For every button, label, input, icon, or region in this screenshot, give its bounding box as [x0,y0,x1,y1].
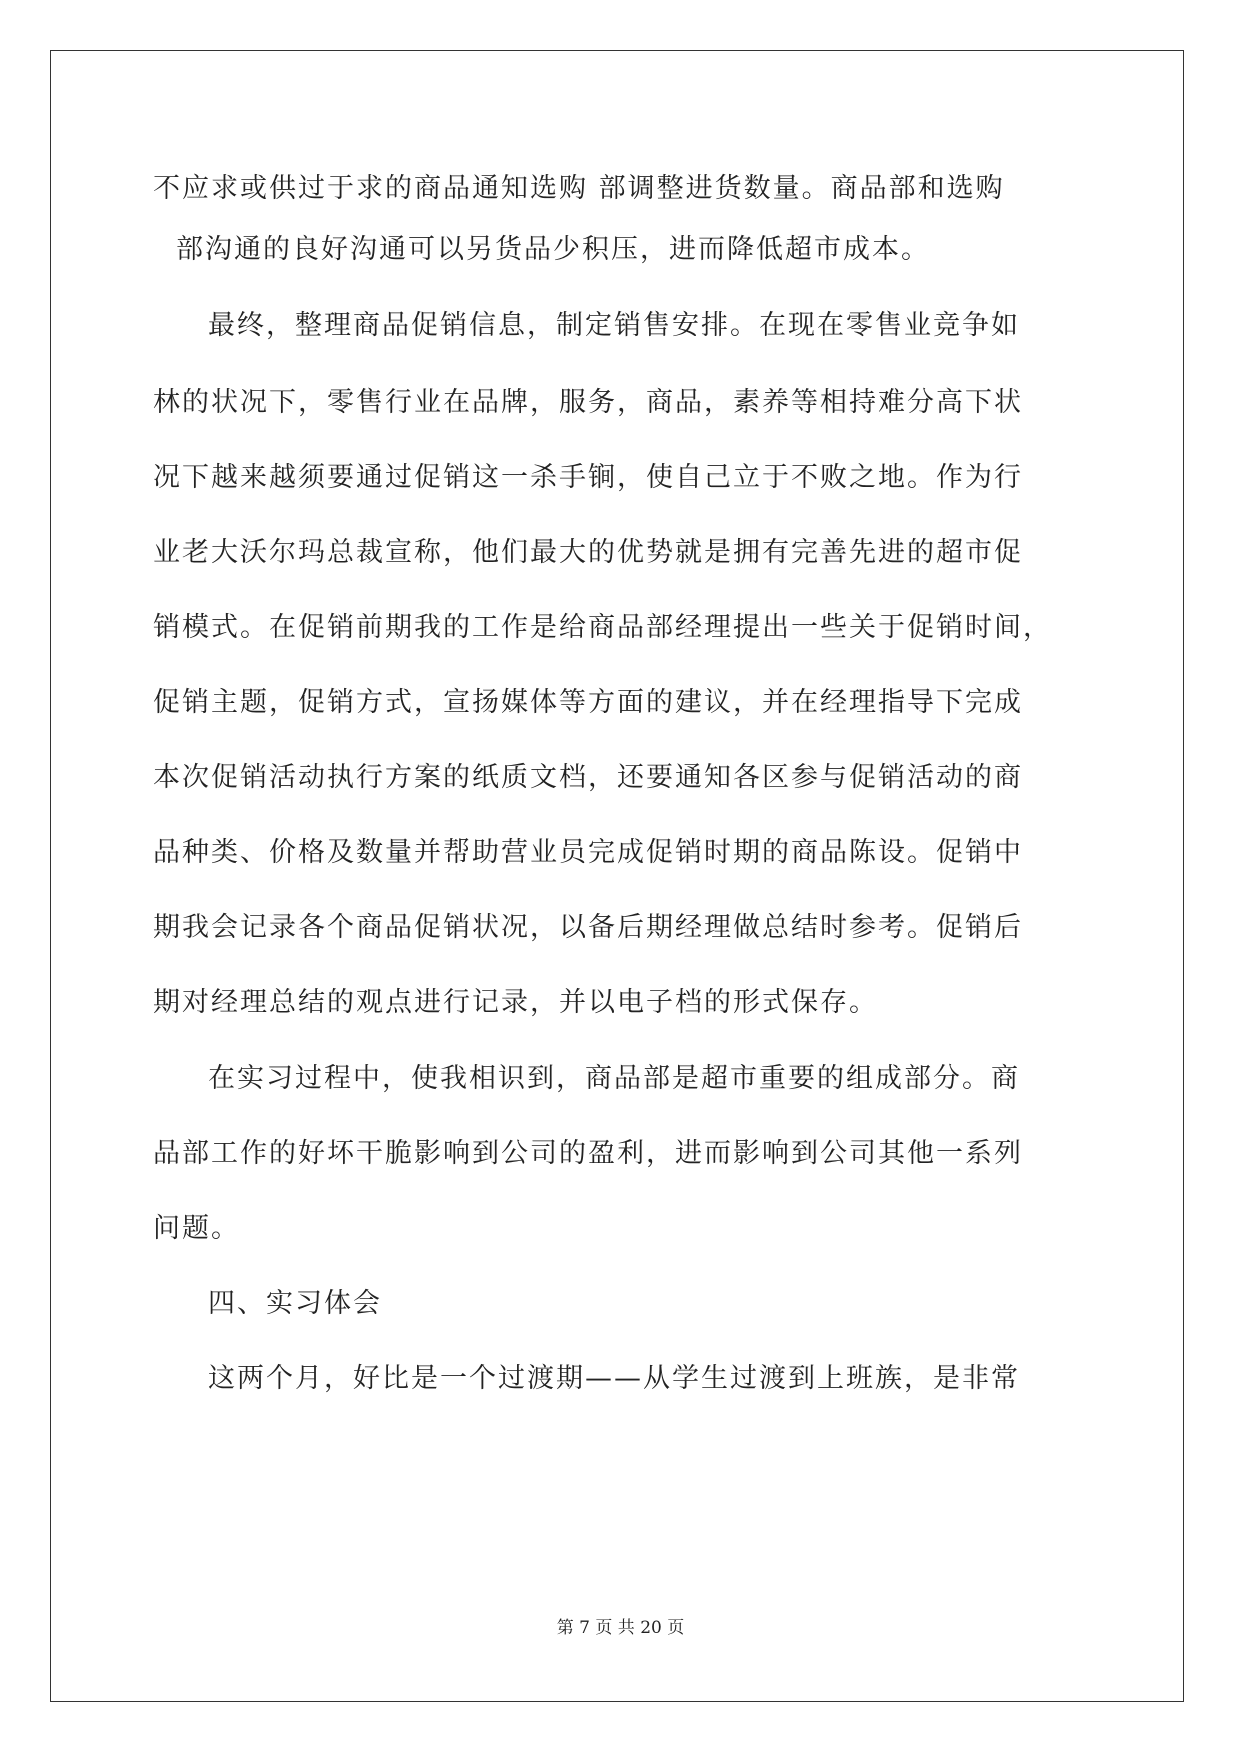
text-line: 部沟通的良好沟通可以另货品少积压，进而降低超市成本。 [176,234,930,265]
text-line: 最终，整理商品促销信息，制定销售安排。在现在零售业竞争如 [208,310,1020,341]
text-line: 业老大沃尔玛总裁宣称，他们最大的优势就是拥有完善先进的超市促 [153,537,1023,568]
section-heading: 四、实习体会 [208,1288,382,1319]
text-line: 销模式。在促销前期我的工作是给商品部经理提出一些关于促销时间， [153,612,1052,643]
text-line: 况下越来越须要通过促销这一杀手锏，使自己立于不败之地。作为行 [153,462,1023,493]
text-line: 这两个月，好比是一个过渡期——从学生过渡到上班族，是非常 [208,1363,1020,1394]
text-line: 问题。 [153,1213,240,1244]
text-line: 促销主题，促销方式，宣扬媒体等方面的建议，并在经理指导下完成 [153,687,1023,718]
text-line: 在实习过程中，使我相识到，商品部是超市重要的组成部分。商 [208,1063,1020,1094]
page-number-footer: 第 7 页 共 20 页 [556,1618,685,1638]
text-line: 品种类、价格及数量并帮助营业员完成促销时期的商品陈设。促销中 [153,837,1023,868]
text-line: 期对经理总结的观点进行记录，并以电子档的形式保存。 [153,987,878,1018]
text-line: 期我会记录各个商品促销状况，以备后期经理做总结时参考。促销后 [153,912,1023,943]
text-line: 林的状况下，零售行业在品牌，服务，商品，素养等相持难分高下状 [153,387,1023,418]
page-border [50,50,1184,1702]
text-line: 不应求或供过于求的商品通知选购 部调整进货数量。商品部和选购 [153,173,1005,204]
text-line: 本次促销活动执行方案的纸质文档，还要通知各区参与促销活动的商 [153,762,1023,793]
text-line: 品部工作的好坏干脆影响到公司的盈利，进而影响到公司其他一系列 [153,1138,1023,1169]
